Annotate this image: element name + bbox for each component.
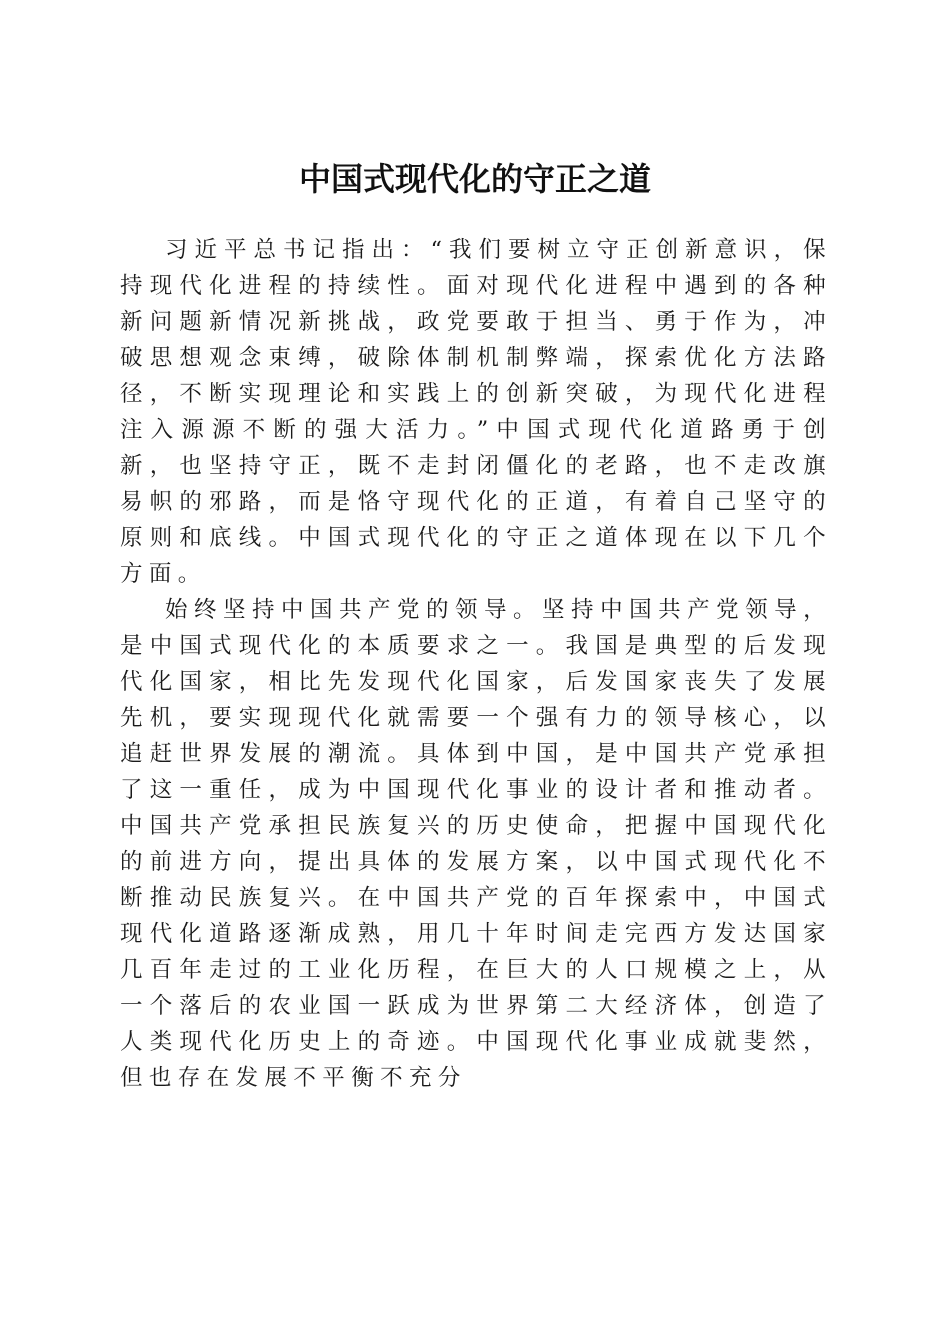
page-title: 中国式现代化的守正之道: [298, 160, 651, 199]
paragraph-party-leadership: 始终坚持中国共产党的领导。坚持中国共产党领导，是中国式现代化的本质要求之一。我国是典型的后发现代化国家，相比先发现代化国家，后发国家丧失了发展先机，要实现现代化就需要一个强有力的领导核心，以追赶世界发展的潮流。具体到中国，是中国共产党承担了这一重任，成为中国现代化事业的设计者和推动者。中国共产党承担民族复兴的历史使命，把握中国现代化的前进方向，提出具体的发展方案，以中国式现代化不断推动民族复兴。在中国共产党的百年探索中，中国式现代化道路逐渐成熟，用几十年时间走完西方发达国家几百年走过的工业化历程，在巨大的人口规模之上，从一个落后的农业国一跃成为世界第二大经济体，创造了人类现代化历史上的奇迹。中国现代化事业成就斐然，但也存在发展不平衡不充分: [120, 597, 832, 1091]
paragraph-intro: 习近平总书记指出：“我们要树立守正创新意识，保持现代化进程的持续性。面对现代化进程中遇到的各种新问题新情况新挑战，政党要敢于担当、勇于作为，冲破思想观念束缚，破除体制机制弊端，探索优化方法路径，不断实现理论和实践上的创新突破，为现代化进程注入源源不断的强大活力。”中国式现代化道路勇于创新，也坚持守正，既不走封闭僵化的老路，也不走改旗易帜的邪路，而是恪守现代化的正道，有着自己坚守的原则和底线。中国式现代化的守正之道体现在以下几个方面。: [120, 237, 832, 587]
document-body: [120, 232, 832, 1096]
